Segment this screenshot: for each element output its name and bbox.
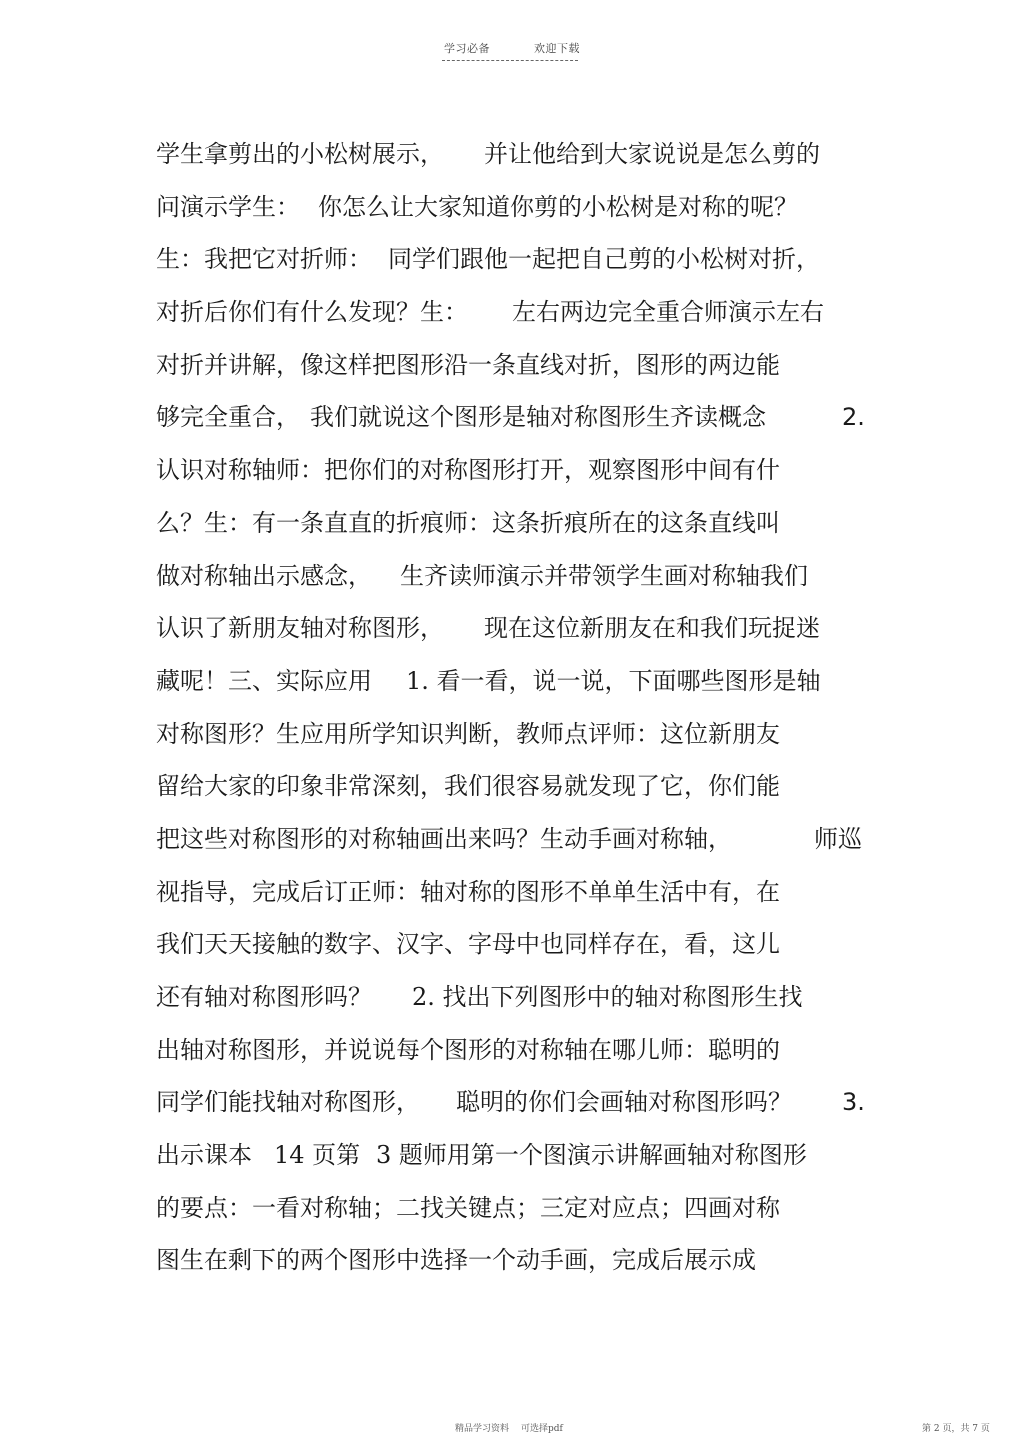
text-segment: 2. 找出下列图形中的轴对称图形生找 <box>412 983 803 1011</box>
page-header <box>0 40 1024 56</box>
text-segment: 图生在剩下的两个图形中选择一个动手画，完成后展示成 <box>156 1246 756 1275</box>
text-segment: 藏呢！三、实际应用 <box>156 666 372 695</box>
text-segment: 把这些对称图形的对称轴画出来吗？生动手画对称轴， <box>156 824 732 853</box>
text-line <box>156 1024 876 1077</box>
text-segment: 够完全重合， <box>156 403 300 432</box>
text-line <box>156 497 876 550</box>
text-segment: 认识了新朋友轴对称图形， <box>156 614 444 643</box>
text-segment: 的要点：一看对称轴；二找关键点；三定对应点；四画对称 <box>156 1193 780 1222</box>
text-segment: 师巡 <box>814 824 862 853</box>
text-segment: 我们就说这个图形是轴对称图形生齐读概念 <box>310 403 766 432</box>
text-segment: 问演示学生： <box>156 192 300 221</box>
text-segment: 3 题师用第一个图演示讲解画轴对称图形 <box>376 1141 807 1170</box>
header-dashed-rule <box>442 60 578 61</box>
page-number: 第 2 页，共 7 页 <box>922 1424 990 1434</box>
text-line <box>156 760 876 813</box>
text-line <box>156 918 876 971</box>
text-segment: 同学们能找轴对称图形， <box>156 1088 420 1117</box>
text-segment: 还有轴对称图形吗？ <box>156 983 372 1011</box>
text-line <box>156 391 876 444</box>
text-line <box>156 971 876 1024</box>
text-segment: 同学们跟他一起把自己剪的小松树对折， <box>388 245 820 274</box>
text-segment: 出轴对称图形，并说说每个图形的对称轴在哪儿师：聪明的 <box>156 1035 780 1064</box>
text-line <box>156 1182 876 1235</box>
text-line <box>156 233 876 286</box>
text-segment: 对折后你们有什么发现？生： <box>156 298 468 327</box>
text-line <box>156 708 876 761</box>
text-segment: 我们天天接触的数字、汉字、字母中也同样存在，看，这儿 <box>156 930 780 959</box>
text-line <box>156 1129 876 1182</box>
text-segment: 视指导，完成后订正师：轴对称的图形不单单生活中有，在 <box>156 877 780 906</box>
text-segment: 并让他给到大家说说是怎么剪的 <box>484 140 820 168</box>
text-segment: 现在这位新朋友在和我们玩捉迷 <box>484 614 820 643</box>
footer-text: 可选择pdf <box>521 1424 563 1434</box>
text-segment: 2. <box>842 403 865 432</box>
text-segment: 做对称轴出示感念， <box>156 561 372 590</box>
text-segment: 对称图形？生应用所学知识判断，教师点评师：这位新朋友 <box>156 719 780 748</box>
text-segment: 1. 看一看，说一说，下面哪些图形是轴 <box>406 666 821 695</box>
text-segment: 认识对称轴师：把你们的对称图形打开，观察图形中间有什 <box>156 456 780 485</box>
header-right-text: 欢迎下载 <box>534 42 580 55</box>
text-line <box>156 655 876 708</box>
text-segment: 你怎么让大家知道你剪的小松树是对称的呢？ <box>318 192 798 221</box>
text-line <box>156 128 876 181</box>
text-segment: 学生拿剪出的小松树展示， <box>156 140 444 168</box>
text-segment: 对折并讲解，像这样把图形沿一条直线对折，图形的两边能 <box>156 350 780 379</box>
text-segment: 出示课本 <box>156 1141 252 1170</box>
footer-text: 精品学习资料 <box>455 1424 510 1434</box>
page-footer-left <box>455 1421 563 1434</box>
text-line <box>156 813 876 866</box>
text-line <box>156 550 876 603</box>
text-line <box>156 339 876 392</box>
text-line <box>156 181 876 234</box>
text-segment: 3. <box>842 1088 865 1117</box>
text-segment: 生：我把它对折师： <box>156 245 372 274</box>
document-body <box>156 128 876 1287</box>
text-line <box>156 286 876 339</box>
text-line <box>156 444 876 497</box>
text-segment: 留给大家的印象非常深刻，我们很容易就发现了它，你们能 <box>156 772 780 801</box>
text-line <box>156 602 876 655</box>
text-segment: 聪明的你们会画轴对称图形吗？ <box>456 1088 792 1117</box>
text-line <box>156 1076 876 1129</box>
header-left-text: 学习必备 <box>444 42 490 55</box>
text-segment: 14 页第 <box>274 1141 361 1170</box>
text-segment: 么？生：有一条直直的折痕师：这条折痕所在的这条直线叫 <box>156 508 780 537</box>
text-line <box>156 1234 876 1287</box>
text-line <box>156 866 876 919</box>
text-segment: 左右两边完全重合师演示左右 <box>512 298 824 327</box>
text-segment: 生齐读师演示并带领学生画对称轴我们 <box>400 561 808 590</box>
